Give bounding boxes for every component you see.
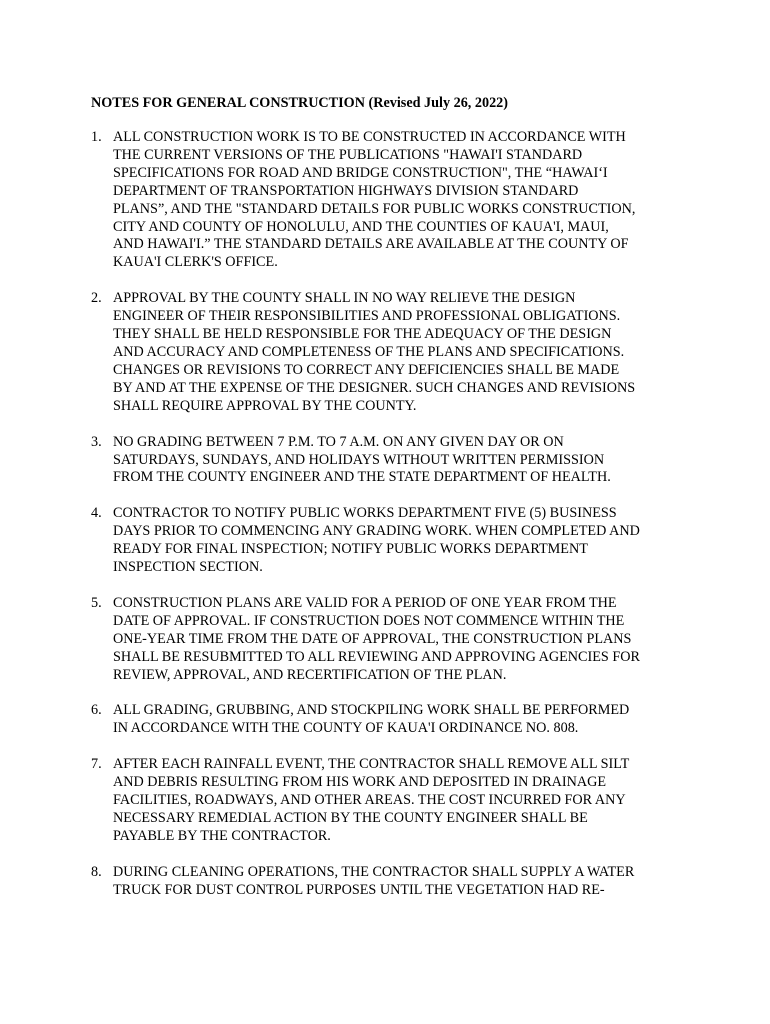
note-text-line: AND HAWAI'I.” THE STANDARD DETAILS ARE AVAILABLE AT THE COUNTY OF (113, 236, 629, 253)
note-text-line: READY FOR FINAL INSPECTION; NOTIFY PUBLIC WORKS DEPARTMENT (113, 541, 588, 558)
note-text-line: FROM THE COUNTY ENGINEER AND THE STATE DEPARTMENT OF HEALTH. (113, 469, 611, 486)
note-number: 4. (91, 505, 102, 522)
note-text-line: INSPECTION SECTION. (113, 559, 263, 576)
note-text-line: TRUCK FOR DUST CONTROL PURPOSES UNTIL THE VEGETATION HAD RE- (113, 881, 605, 898)
note-text-line: PAYABLE BY THE CONTRACTOR. (113, 827, 331, 844)
note-item (91, 756, 691, 846)
note-item (91, 505, 691, 577)
note-number: 3. (91, 433, 102, 450)
note-item (91, 434, 691, 488)
note-text-line: THE CURRENT VERSIONS OF THE PUBLICATIONS "HAWAI'I STANDARD (113, 146, 583, 163)
note-text-line: CHANGES OR REVISIONS TO CORRECT ANY DEFICIENCIES SHALL BE MADE (113, 361, 620, 378)
note-text-line: SATURDAYS, SUNDAYS, AND HOLIDAYS WITHOUT WRITTEN PERMISSION (113, 451, 605, 468)
note-text-line: ALL CONSTRUCTION WORK IS TO BE CONSTRUCTED IN ACCORDANCE WITH (113, 129, 626, 145)
note-text-line: BY AND AT THE EXPENSE OF THE DESIGNER. SUCH CHANGES AND REVISIONS (113, 379, 636, 396)
note-text-line: CONSTRUCTION PLANS ARE VALID FOR A PERIOD OF ONE YEAR FROM THE (113, 594, 617, 611)
note-text-line: AFTER EACH RAINFALL EVENT, THE CONTRACTOR SHALL REMOVE ALL SILT (113, 756, 630, 773)
note-text-line: DEPARTMENT OF TRANSPORTATION HIGHWAYS DIVISION STANDARD (113, 182, 579, 199)
note-text-line: SHALL REQUIRE APPROVAL BY THE COUNTY. (113, 397, 417, 414)
note-item (91, 129, 691, 272)
note-text-line: APPROVAL BY THE COUNTY SHALL IN NO WAY RELIEVE THE DESIGN (113, 290, 576, 307)
note-text-line: PLANS”, AND THE "STANDARD DETAILS FOR PUBLIC WORKS CONSTRUCTION, (113, 200, 636, 217)
note-item (91, 595, 691, 685)
note-text-line: CONTRACTOR TO NOTIFY PUBLIC WORKS DEPARTMENT FIVE (5) BUSINESS (113, 505, 617, 522)
note-text-line: ENGINEER OF THEIR RESPONSIBILITIES AND PROFESSIONAL OBLIGATIONS. (113, 308, 621, 325)
note-text-line: THEY SHALL BE HELD RESPONSIBLE FOR THE ADEQUACY OF THE DESIGN (113, 326, 612, 343)
note-number: 8. (91, 863, 102, 880)
note-text-line: KAUA'I CLERK'S OFFICE. (113, 254, 278, 271)
note-text-line: ONE-YEAR TIME FROM THE DATE OF APPROVAL, THE CONSTRUCTION PLANS (113, 630, 632, 647)
notes-list (91, 129, 691, 918)
document-title: NOTES FOR GENERAL CONSTRUCTION (Revised July 26, 2022) (91, 95, 508, 111)
note-item (91, 702, 691, 738)
note-number: 2. (91, 290, 102, 307)
note-text-line: DATE OF APPROVAL. IF CONSTRUCTION DOES NOT COMMENCE WITHIN THE (113, 612, 625, 629)
note-text-line: REVIEW, APPROVAL, AND RECERTIFICATION OF THE PLAN. (113, 666, 507, 683)
note-item (91, 290, 691, 415)
note-text-line: SHALL BE RESUBMITTED TO ALL REVIEWING AND APPROVING AGENCIES FOR (113, 648, 640, 665)
note-item (91, 864, 691, 900)
note-text-line: FACILITIES, ROADWAYS, AND OTHER AREAS. THE COST INCURRED FOR ANY (113, 792, 626, 809)
note-text-line: DURING CLEANING OPERATIONS, THE CONTRACTOR SHALL SUPPLY A WATER (113, 863, 635, 880)
note-text-line: IN ACCORDANCE WITH THE COUNTY OF KAUA'I ORDINANCE NO. 808. (113, 720, 579, 737)
note-text-line: SPECIFICATIONS FOR ROAD AND BRIDGE CONSTRUCTION", THE “HAWAI‘I (113, 164, 608, 181)
note-text-line: NECESSARY REMEDIAL ACTION BY THE COUNTY ENGINEER SHALL BE (113, 810, 588, 826)
note-text-line: DAYS PRIOR TO COMMENCING ANY GRADING WORK. WHEN COMPLETED AND (113, 523, 640, 540)
note-number: 1. (91, 129, 102, 145)
note-text-line: NO GRADING BETWEEN 7 P.M. TO 7 A.M. ON ANY GIVEN DAY OR ON (113, 433, 564, 450)
note-text-line: ALL GRADING, GRUBBING, AND STOCKPILING WORK SHALL BE PERFORMED (113, 702, 630, 719)
note-text-line: AND DEBRIS RESULTING FROM HIS WORK AND DEPOSITED IN DRAINAGE (113, 774, 607, 791)
note-text-line: AND ACCURACY AND COMPLETENESS OF THE PLANS AND SPECIFICATIONS. (113, 343, 625, 360)
note-number: 5. (91, 594, 102, 611)
note-number: 7. (91, 756, 102, 773)
note-number: 6. (91, 702, 102, 719)
note-text-line: CITY AND COUNTY OF HONOLULU, AND THE COUNTIES OF KAUA'I, MAUI, (113, 218, 609, 235)
